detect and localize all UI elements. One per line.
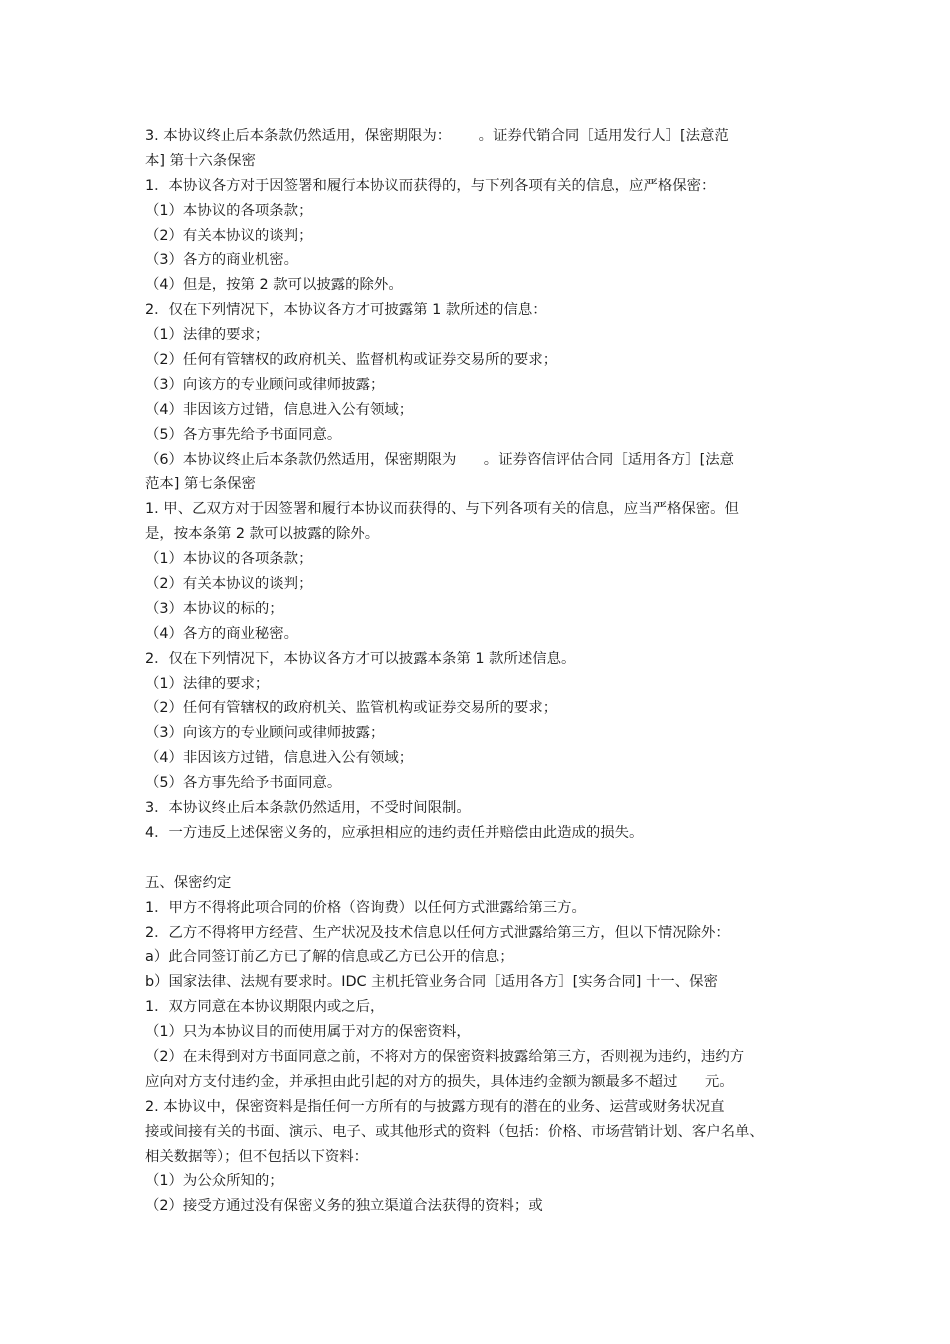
text-line: （6）本协议终止后本条款仍然适用，保密期限为 。证券咨信评估合同［适用各方］[法意 — [145, 451, 735, 468]
text-line: 五、保密约定 — [145, 874, 232, 891]
text-line: 本] 第十六条保密 — [145, 152, 256, 169]
text-line: 接或间接有关的书面、演示、电子、或其他形式的资料（包括：价格、市场营销计划、客户名单、 — [145, 1123, 764, 1140]
text-line: 4．一方违反上述保密义务的，应承担相应的违约责任并赔偿由此造成的损失。 — [145, 824, 644, 841]
text-line: 2. 本协议中，保密资料是指任何一方所有的与披露方现有的潜在的业务、运营或财务状况直 — [145, 1098, 725, 1115]
text-line: （4）非因该方过错，信息进入公有领域； — [145, 750, 414, 767]
blank-line — [145, 846, 815, 871]
text-line: 2．乙方不得将甲方经营、生产状况及技术信息以任何方式泄露给第三方，但以下情况除外： — [145, 924, 730, 941]
text-line: （1）为公众所知的； — [145, 1173, 284, 1190]
text-line: （2）有关本协议的谈判； — [145, 576, 313, 593]
text-line: 1．本协议各方对于因签署和履行本协议而获得的，与下列各项有关的信息，应严格保密： — [145, 177, 716, 194]
text-line: 应向对方支付违约金，并承担由此引起的对方的损失，具体违约金额为额最多不超过 元。 — [145, 1073, 734, 1090]
text-line: （2）有关本协议的谈判； — [145, 227, 313, 244]
text-line: （3）向该方的专业顾问或律师披露； — [145, 376, 385, 393]
document-body — [145, 124, 815, 1219]
text-line: 相关数据等）；但不包括以下资料： — [145, 1148, 369, 1165]
text-line: （2）接受方通过没有保密义务的独立渠道合法获得的资料；或 — [145, 1198, 543, 1215]
text-line: （5）各方事先给予书面同意。 — [145, 426, 342, 443]
text-line: 1. 甲、乙双方对于因签署和履行本协议而获得的、与下列各项有关的信息，应当严格保密。但 — [145, 501, 739, 518]
text-line: （2）任何有管辖权的政府机关、监督机构或证券交易所的要求； — [145, 352, 558, 369]
text-line: （1）本协议的各项条款； — [145, 202, 313, 219]
text-line: （4）非因该方过错，信息进入公有领域； — [145, 401, 414, 418]
text-line: （1）法律的要求； — [145, 327, 270, 344]
text-line: 范本] 第七条保密 — [145, 476, 256, 493]
text-line: b）国家法律、法规有要求时。IDC 主机托管业务合同［适用各方］[实务合同] 十一、保密 — [145, 974, 718, 991]
text-line: （1）只为本协议目的而使用属于对方的保密资料， — [145, 1024, 471, 1041]
text-line: （4）但是，按第 2 款可以披露的除外。 — [145, 277, 403, 294]
text-line: （4）各方的商业秘密。 — [145, 625, 299, 642]
text-line: 1．甲方不得将此项合同的价格（咨询费）以任何方式泄露给第三方。 — [145, 899, 586, 916]
text-line: （3）本协议的标的； — [145, 600, 284, 617]
text-line: （5）各方事先给予书面同意。 — [145, 775, 342, 792]
text-line: （1）本协议的各项条款； — [145, 551, 313, 568]
text-line: （1）法律的要求； — [145, 675, 270, 692]
text-line: 3．本协议终止后本条款仍然适用，不受时间限制。 — [145, 800, 471, 817]
text-line: （2）任何有管辖权的政府机关、监管机构或证券交易所的要求； — [145, 700, 558, 717]
text-line: （3）向该方的专业顾问或律师披露； — [145, 725, 385, 742]
text-line: 2．仅在下列情况下，本协议各方才可以披露本条第 1 款所述信息。 — [145, 650, 576, 667]
text-line: 1．双方同意在本协议期限内或之后， — [145, 999, 385, 1016]
text-line: （2）在未得到对方书面同意之前，不将对方的保密资料披露给第三方，否则视为违约，违约方 — [145, 1048, 745, 1065]
text-line: 2．仅在下列情况下，本协议各方才可披露第 1 款所述的信息： — [145, 302, 547, 319]
text-line: （3）各方的商业机密。 — [145, 252, 299, 269]
text-line: a）此合同签订前乙方已了解的信息或乙方已公开的信息； — [145, 949, 514, 966]
text-line: 是，按本条第 2 款可以披露的除外。 — [145, 526, 380, 543]
text-line: 3. 本协议终止后本条款仍然适用，保密期限为： 。证券代销合同［适用发行人］[法意范 — [145, 128, 729, 144]
